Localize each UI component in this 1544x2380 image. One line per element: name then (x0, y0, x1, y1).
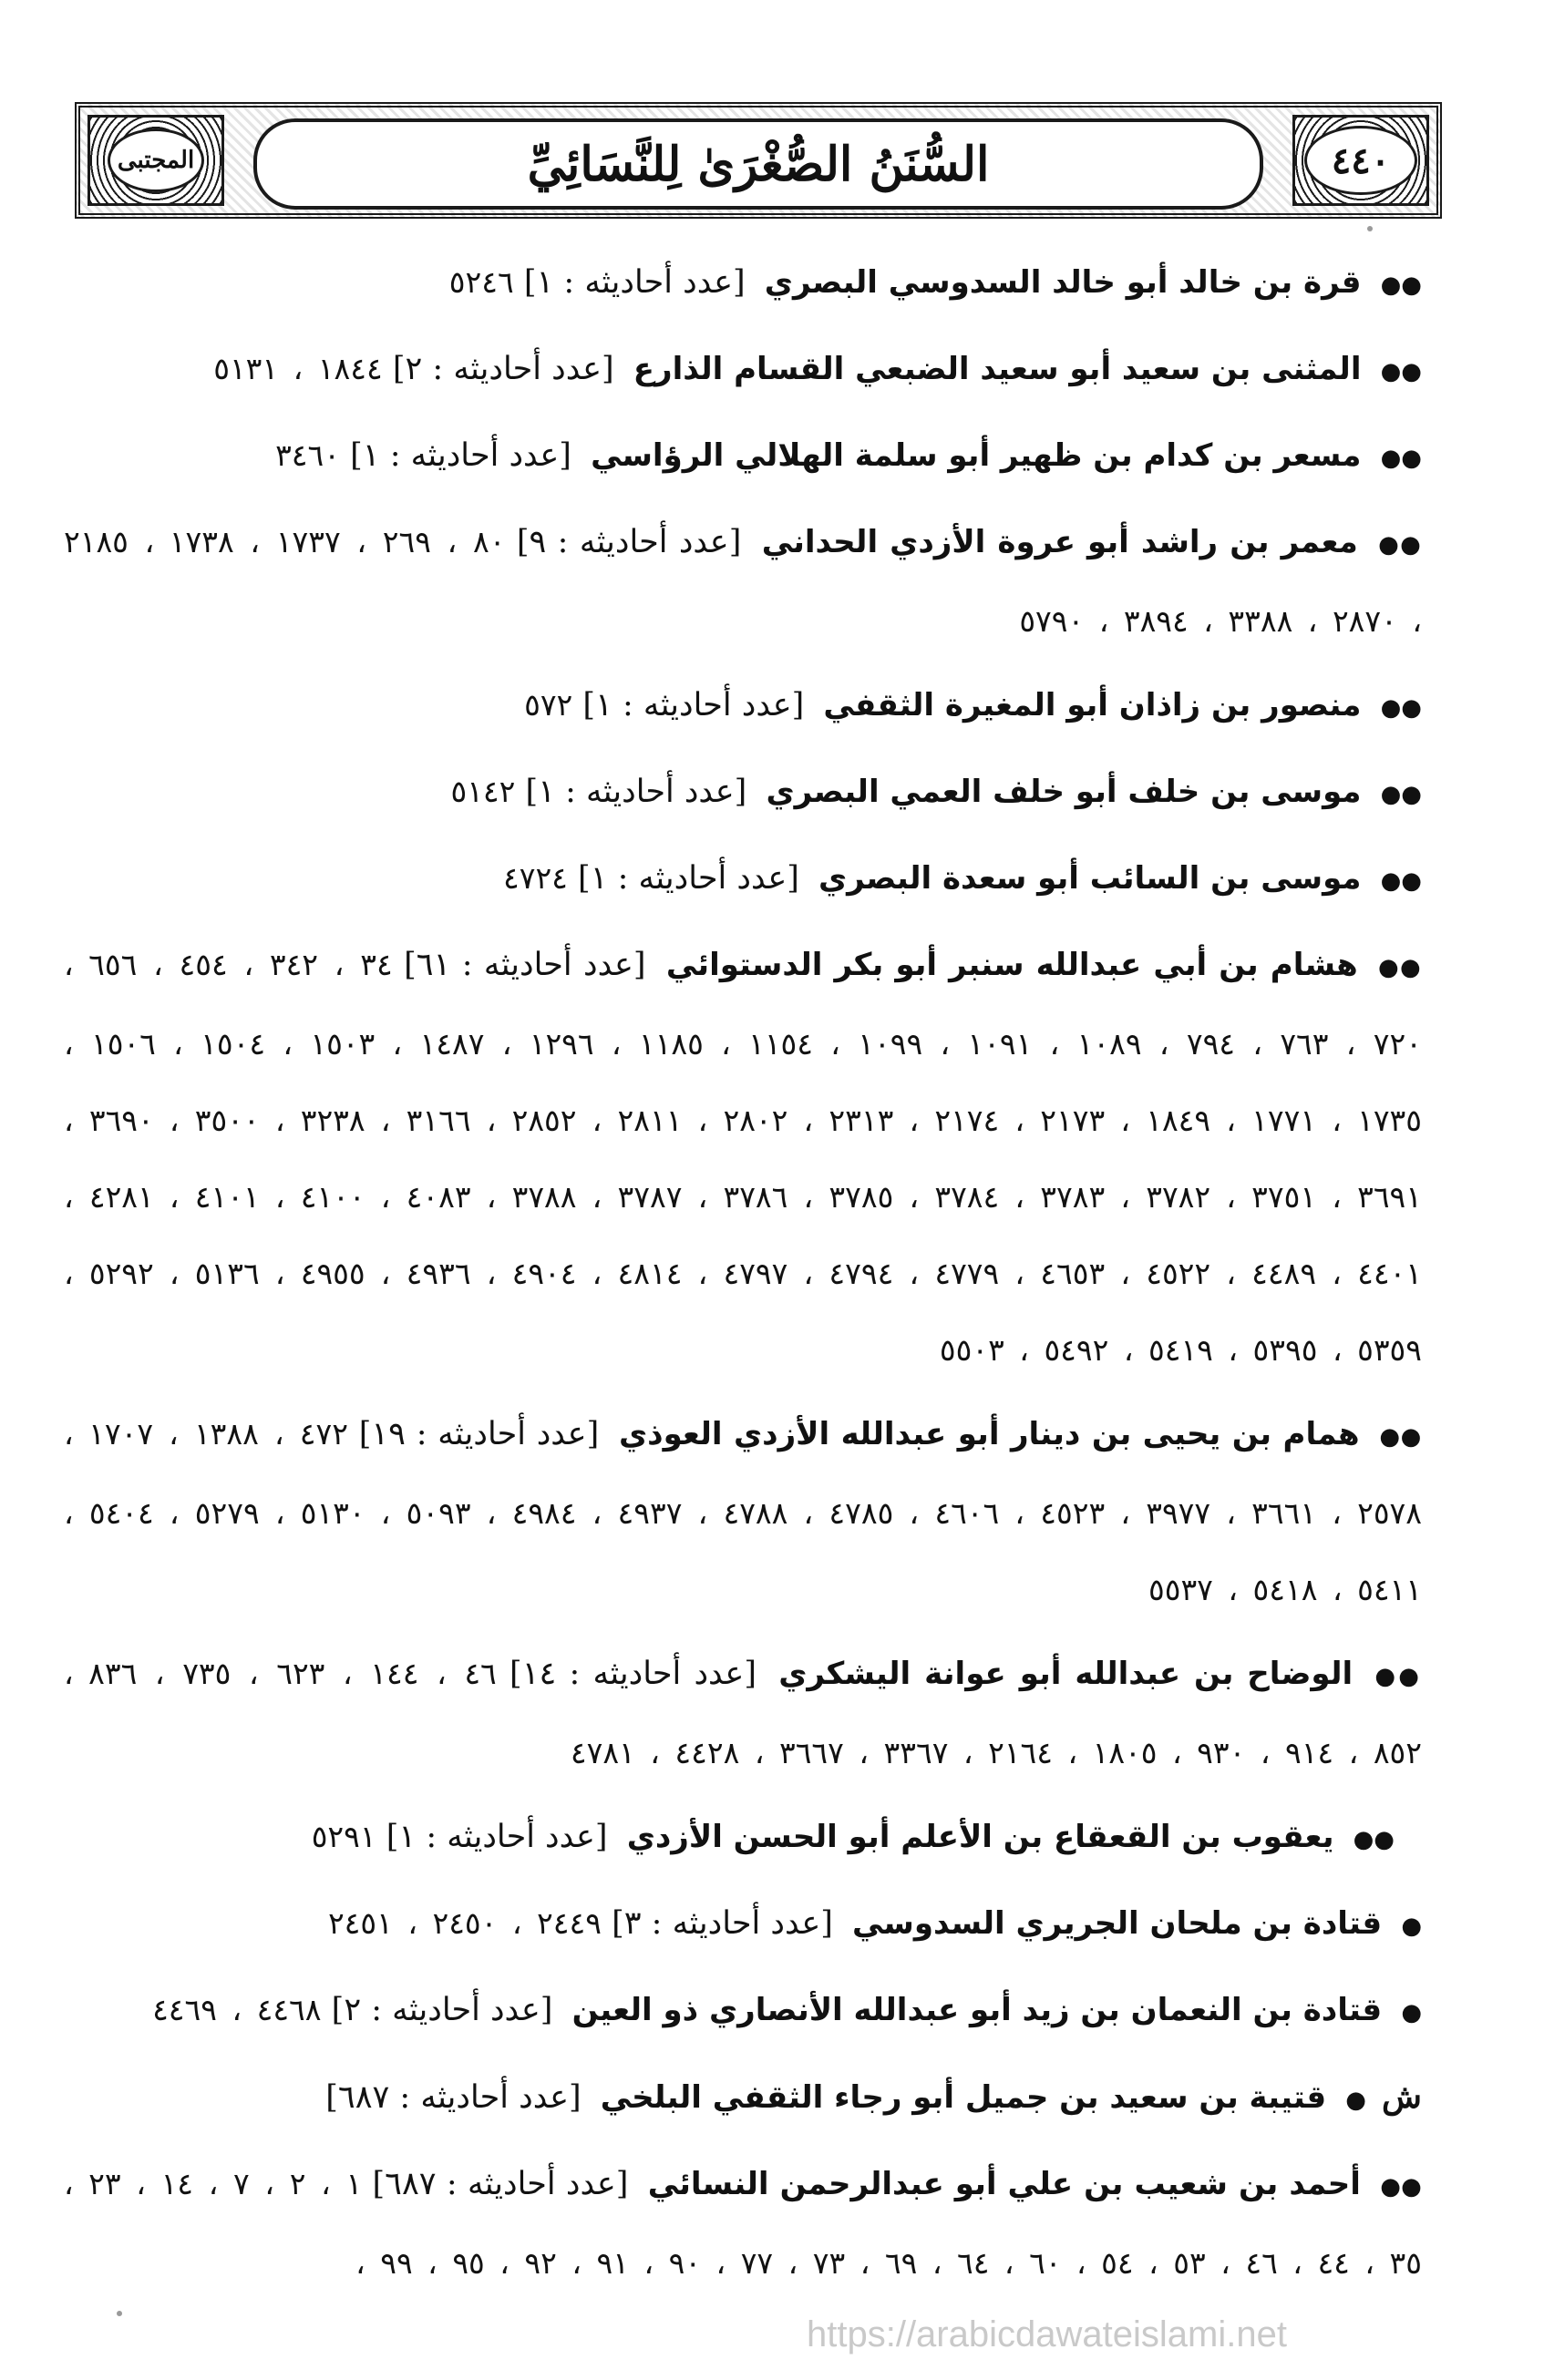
hadith-count: [عدد أحاديثه : ١٤] (510, 1656, 757, 1692)
book-title: السُّنَنُ الصُّغْرَىٰ لِلنَّسَائِيِّ (527, 136, 990, 192)
section-letter: ش (1382, 2077, 1422, 2116)
hadith-numbers: ٢٤٤٩ ، ٢٤٥٠ ، ٢٤٥١ (327, 1905, 602, 1941)
bullet-marker: ● (1345, 2087, 1366, 2114)
scan-speck (1367, 226, 1373, 231)
narrator-entry (64, 754, 1422, 833)
hadith-count: [عدد أحاديثه : ٦٨٧] (372, 2166, 629, 2202)
hadith-numbers: ١٨٤٤ ، ٥١٣١ (213, 351, 383, 386)
hadith-numbers: ٨٠ ، ٢٦٩ ، ١٧٣٧ ، ١٧٣٨ ، ٢١٨٥ ، ٢٨٧٠ ، ٣٣٨٨ ، ٣٨٩٤ ، ٥٧٩٠ (64, 524, 1422, 639)
narrator-name: معمر بن راشد أبو عروة الأزدي الحداني (761, 524, 1358, 560)
narrator-name: الوضاح بن عبدالله أبو عوانة اليشكري (778, 1656, 1354, 1692)
narrator-entry (64, 504, 1422, 660)
bullet-marker: ●● (1378, 954, 1422, 981)
narrator-entry (64, 1799, 1422, 1878)
hadith-count: [عدد أحاديثه : ١] (386, 1819, 608, 1855)
narrator-name: قتيبة بن سعيد بن جميل أبو رجاء الثقفي البلخي (600, 2079, 1327, 2116)
bullet-marker: ●● (1380, 781, 1422, 808)
hadith-numbers: ٥٢٤٦ (448, 264, 514, 300)
hadith-count: [عدد أحاديثه : ١] (582, 687, 805, 723)
hadith-numbers: ٣٤٦٠ (275, 437, 340, 473)
hadith-count: [عدد أحاديثه : ١] (578, 860, 799, 897)
watermark-url: https://arabicdawateislami.net (807, 2314, 1287, 2354)
hadith-numbers: ٤٦ ، ١٤٤ ، ٦٢٣ ، ٧٣٥ ، ٨٣٦ ، ٨٥٢ ، ٩١٤ ، ٩٣٠ ، ١٨٠٥ ، ٢١٦٤ ، ٣٣٦٧ ، ٣٦٦٧ ، ٤٤٢٨ ، ٤٧٨١ (64, 1656, 1422, 1770)
hadith-count: [عدد أحاديثه : ٢] (331, 1992, 553, 2028)
bullet-marker: ●● (1380, 867, 1422, 895)
narrator-name: يعقوب بن القعقاع بن الأعلم أبو الحسن الأزدي (626, 1819, 1334, 1855)
narrator-name: أحمد بن شعيب بن علي أبو عبدالرحمن النسائي (647, 2166, 1361, 2202)
narrator-entry (64, 244, 1422, 323)
hadith-numbers: ٣٤ ، ٣٤٢ ، ٤٥٤ ، ٦٥٦ ، ٧٢٠ ، ٧٦٣ ، ٧٩٤ ، ١٠٨٩ ، ١٠٩١ ، ١٠٩٩ ، ١١٥٤ ، ١١٨٥ ، ١٢٩٦ ، ١٤٨٧ ، ١٥٠٣ ، ١٥٠٤ ، ١٥٠٦ ، ١٧٣٥ ، ١٧٧١ ، ١٨٤٩ ، ٢١٧٣ ، ٢١٧٤ ، ٢٣١٣ ، ٢٨٠٢ ، ٢٨١١ ، ٢٨٥٢ ، ٣١٦٦ ، ٣٢٣٨ ، ٣٥٠٠ ، ٣٦٩٠ ، ٣٦٩١ ، ٣٧٥١ ، ٣٧٨٢ ، ٣٧٨٣ ، ٣٧٨٤ ، ٣٧٨٥ ، ٣٧٨٦ ، ٣٧٨٧ ، ٣٧٨٨ ، ٤٠٨٣ ، ٤١٠٠ ، ٤١٠١ ، ٤٢٨١ ، ٤٤٠١ ، ٤٤٨٩ ، ٤٥٢٢ ، ٤٦٥٣ ، ٤٧٧٩ ، ٤٧٩٤ ، ٤٧٩٧ ، ٤٨١٤ ، ٤٩٠٤ ، ٤٩٣٦ ، ٤٩٥٥ ، ٥١٣٦ ، ٥٢٩٢ ، ٥٣٥٩ ، ٥٣٩٥ ، ٥٤١٩ ، ٥٤٩٢ ، ٥٥٠٣ (64, 947, 1422, 1368)
hadith-numbers: ٥١٤٢ (450, 774, 516, 809)
narrator-entry (64, 840, 1422, 919)
bullet-marker: ●● (1380, 445, 1422, 472)
hadith-count: [عدد أحاديثه : ٩] (516, 524, 742, 560)
narrator-entry (64, 417, 1422, 497)
page-header (75, 102, 1442, 219)
bullet-marker: ●● (1380, 694, 1422, 722)
narrator-entry (64, 667, 1422, 746)
narrator-name: المثنى بن سعيد أبو سعيد الضبعي القسام الذارع (633, 351, 1362, 387)
hadith-count: [عدد أحاديثه : ١] (350, 437, 571, 474)
bullet-marker: ●● (1353, 1826, 1395, 1853)
narrator-index-list (64, 244, 1422, 2309)
book-emblem-ornament (87, 115, 224, 206)
scan-speck (117, 2311, 122, 2316)
hadith-numbers: ٤٧٢٤ (503, 860, 568, 896)
teacher-entry (64, 2058, 1422, 2139)
hadith-numbers: ٥٧٢ (524, 687, 573, 723)
narrator-entry (64, 1396, 1422, 1628)
narrator-name: هشام بن أبي عبدالله سنبر أبو بكر الدستوائي (665, 947, 1358, 983)
hadith-count: [عدد أحاديثه : ١] (523, 264, 746, 301)
narrator-name: موسى بن السائب أبو سعدة البصري (818, 860, 1362, 897)
narrator-name: موسى بن خلف أبو خلف العمي البصري (766, 774, 1362, 810)
teacher-entry (64, 1972, 1422, 2051)
title-cartouche (253, 118, 1263, 210)
hadith-count: [عدد أحاديثه : ٣] (612, 1905, 833, 1942)
narrator-entry (64, 927, 1422, 1389)
narrator-entry (64, 2146, 1422, 2302)
hadith-count: [عدد أحاديثه : ٦١] (404, 947, 646, 983)
narrator-entry (64, 331, 1422, 410)
page-number: ٤٤٠ (1304, 126, 1417, 195)
teacher-entry (64, 1885, 1422, 1965)
narrator-name: منصور بن زاذان أبو المغيرة الثقفي (823, 687, 1362, 723)
bullet-marker: ●● (1374, 1663, 1423, 1690)
hadith-numbers: ١ ، ٢ ، ٧ ، ١٤ ، ٢٣ ، ٣٥ ، ٤٤ ، ٤٦ ، ٥٣ ، ٥٤ ، ٦٠ ، ٦٤ ، ٦٩ ، ٧٣ ، ٧٧ ، ٩٠ ، ٩١ ، ٩٢ ، ٩٥ ، ٩٩ ، (64, 2166, 1422, 2281)
emblem-text: المجتبى (108, 128, 204, 192)
narrator-name: همام بن يحيى بن دينار أبو عبدالله الأزدي العوذي (618, 1416, 1360, 1452)
narrator-name: قتادة بن ملحان الجريري السدوسي (852, 1905, 1383, 1942)
bullet-marker: ●● (1379, 1423, 1422, 1451)
bullet-marker: ● (1401, 1913, 1422, 1940)
narrator-name: مسعر بن كدام بن ظهير أبو سلمة الهلالي الرؤاسي (591, 437, 1362, 474)
narrator-name: قتادة بن النعمان بن زيد أبو عبدالله الأنصاري ذو العين (571, 1992, 1383, 2028)
hadith-count: [عدد أحاديثه : ٢] (392, 351, 614, 387)
page-number-ornament (1292, 115, 1429, 206)
narrator-entry (64, 1636, 1422, 1791)
bullet-marker: ●● (1380, 2173, 1422, 2200)
hadith-count: [عدد أحاديثه : ٦٨٧] (325, 2079, 582, 2116)
bullet-marker: ●● (1380, 272, 1422, 299)
hadith-numbers: ٥٢٩١ (311, 1819, 376, 1854)
bullet-marker: ●● (1380, 358, 1422, 385)
hadith-numbers: ٤٤٦٨ ، ٤٤٦٩ (152, 1992, 322, 2027)
bullet-marker: ●● (1378, 531, 1422, 559)
narrator-name: قرة بن خالد أبو خالد السدوسي البصري (764, 264, 1362, 301)
hadith-count: [عدد أحاديثه : ١٩] (358, 1416, 600, 1452)
bullet-marker: ● (1401, 1999, 1422, 2026)
hadith-numbers: ٤٧٢ ، ١٣٨٨ ، ١٧٠٧ ، ٢٥٧٨ ، ٣٦٦١ ، ٣٩٧٧ ، ٤٥٢٣ ، ٤٦٠٦ ، ٤٧٨٥ ، ٤٧٨٨ ، ٤٩٣٧ ، ٤٩٨٤ ، ٥٠٩٣ ، ٥١٣٠ ، ٥٢٧٩ ، ٥٤٠٤ ، ٥٤١١ ، ٥٤١٨ ، ٥٥٣٧ (64, 1416, 1422, 1607)
hadith-count: [عدد أحاديثه : ١] (525, 774, 747, 810)
